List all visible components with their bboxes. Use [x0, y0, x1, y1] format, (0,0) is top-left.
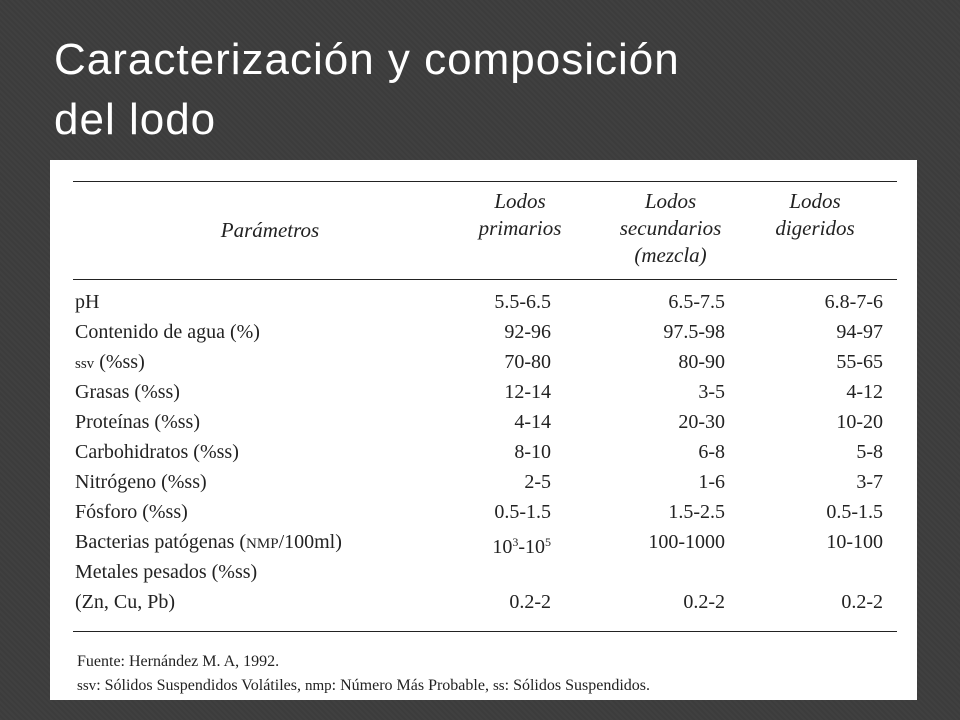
slide-title-line-2: del lodo [54, 95, 217, 144]
cell-primarios: 5.5-6.5 [494, 291, 551, 313]
row-label: ssv (%ss) [75, 351, 145, 373]
table-row-metales-pesados [75, 557, 897, 587]
cell-digeridos: 6.8-7-6 [824, 291, 883, 313]
cell-primarios: 12-14 [504, 381, 551, 403]
table-row-zn-cu-pb [75, 587, 897, 617]
table-top-rule [73, 181, 897, 182]
row-label: Fósforo (%ss) [75, 501, 188, 523]
cell-digeridos: 5-8 [856, 441, 883, 463]
cell-digeridos: 55-65 [836, 351, 883, 373]
cell-primarios: 4-14 [514, 411, 551, 433]
row-label: Nitrógeno (%ss) [75, 471, 207, 493]
row-label: (Zn, Cu, Pb) [75, 591, 175, 613]
cell-digeridos: 3-7 [856, 471, 883, 493]
row-label: Carbohidratos (%ss) [75, 441, 239, 463]
cell-primarios: 2-5 [524, 471, 551, 493]
table-bottom-rule [73, 631, 897, 632]
source-note: Fuente: Hernández M. A, 1992. [77, 653, 280, 670]
cell-primarios: 8-10 [514, 441, 551, 463]
cell-secundarios: 6-8 [698, 441, 725, 463]
cell-secundarios: 97.5-98 [663, 321, 725, 343]
cell-primarios: 70-80 [504, 351, 551, 373]
cell-secundarios: 1-6 [698, 471, 725, 493]
table-footnotes [77, 650, 650, 698]
sludge-composition-table [50, 160, 917, 700]
cell-primarios: 92-96 [504, 321, 551, 343]
header-lodos-primarios: Lodos primarios [478, 189, 562, 240]
cell-digeridos: 0.2-2 [841, 591, 883, 613]
cell-primarios: $10^3-10^5$ [492, 535, 551, 558]
slide-title-line-1: Caracterización y composición [54, 35, 680, 84]
slide-title [54, 30, 914, 150]
row-label: Bacterias patógenas (NMP/100ml) [75, 531, 342, 553]
table-row-contenido-agua [75, 317, 897, 347]
table-row-ph [75, 287, 897, 317]
row-label: Metales pesados (%ss) [75, 561, 258, 583]
cell-secundarios: 3-5 [698, 381, 725, 403]
table-row-fosforo [75, 497, 897, 527]
row-label: pH [75, 291, 100, 313]
row-label: Contenido de agua (%) [75, 321, 260, 343]
cell-secundarios: 0.2-2 [683, 591, 725, 613]
row-label: Grasas (%ss) [75, 381, 180, 403]
row-label: Proteínas (%ss) [75, 411, 200, 433]
cell-secundarios: 1.5-2.5 [668, 501, 725, 523]
abbr-ssv: ssv [75, 356, 95, 372]
cell-primarios: 0.2-2 [509, 591, 551, 613]
cell-digeridos: 4-12 [846, 381, 883, 403]
cell-secundarios: 6.5-7.5 [668, 291, 725, 313]
table-row-carbohidratos [75, 437, 897, 467]
table-row-bacterias [75, 527, 897, 557]
cell-digeridos: 10-100 [826, 531, 883, 553]
header-lodos-digeridos: Lodos digeridos [775, 189, 855, 240]
table-row-proteinas [75, 407, 897, 437]
table-row-ssv [75, 347, 897, 377]
header-parametros: Parámetros [220, 218, 320, 242]
cell-digeridos: 0.5-1.5 [826, 501, 883, 523]
cell-primarios: 0.5-1.5 [494, 501, 551, 523]
cell-secundarios: 80-90 [678, 351, 725, 373]
abbreviations-note: ssv: Sólidos Suspendidos Volátiles, nmp: Número Más Probable, ss: Sólidos Suspendidos. [77, 677, 650, 694]
cell-secundarios: 100-1000 [648, 531, 725, 553]
table-header-rule [73, 279, 897, 280]
header-lodos-secundarios: Lodos secundarios (mezcla) [619, 189, 722, 267]
cell-digeridos: 94-97 [836, 321, 883, 343]
table-row-grasas [75, 377, 897, 407]
table-row-nitrogeno [75, 467, 897, 497]
table-body [75, 287, 897, 617]
cell-secundarios: 20-30 [678, 411, 725, 433]
cell-digeridos: 10-20 [836, 411, 883, 433]
abbr-nmp: NMP [246, 536, 279, 552]
